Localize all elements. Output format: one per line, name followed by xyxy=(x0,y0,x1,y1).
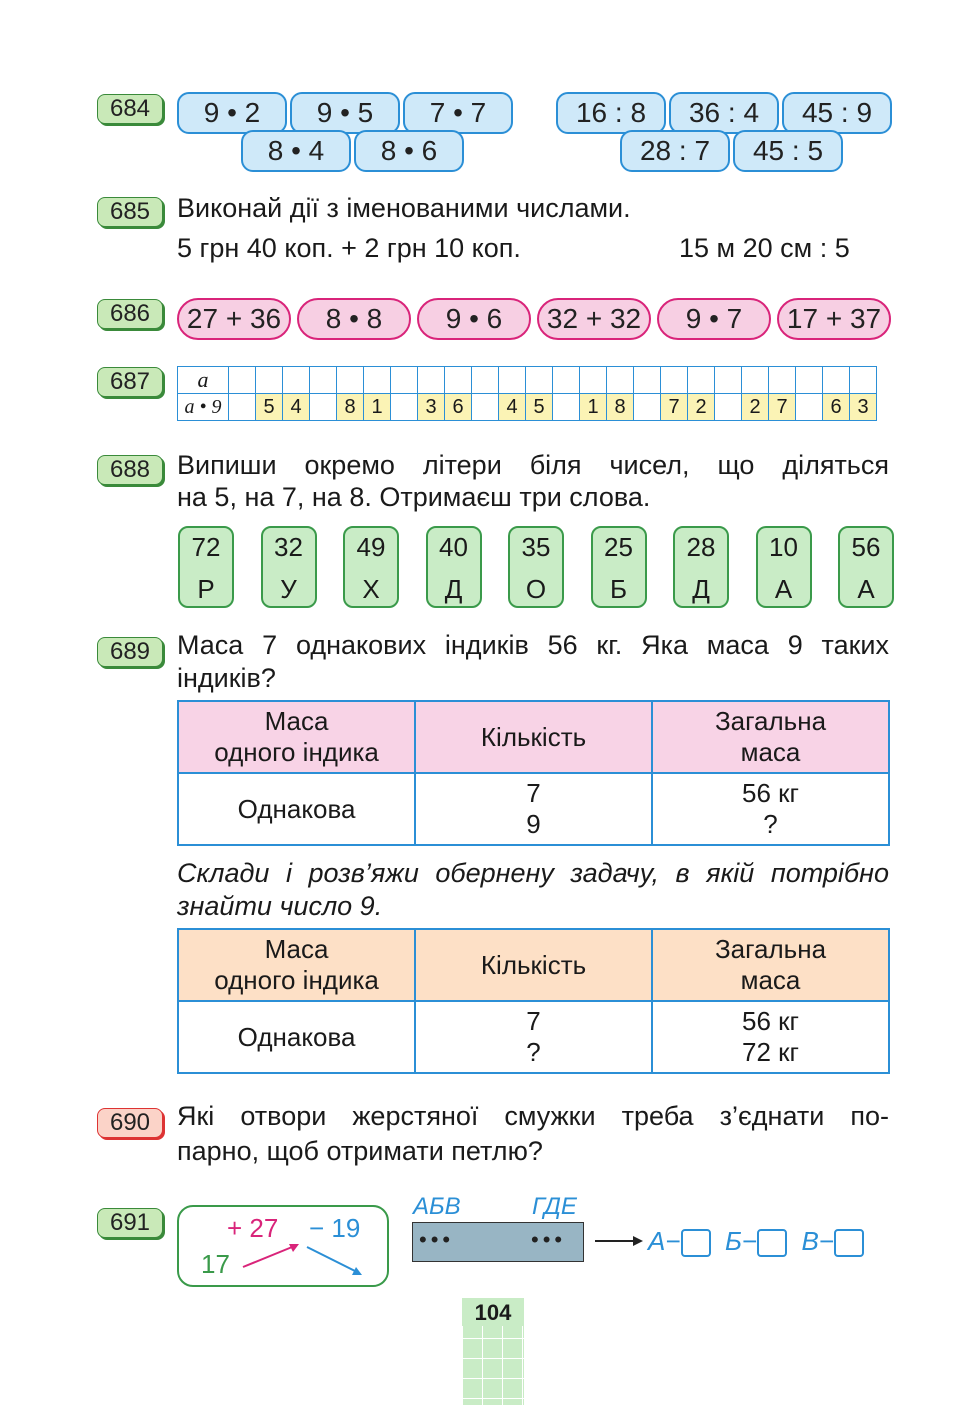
answer-box[interactable] xyxy=(757,1229,787,1257)
header-cell: Загальна xyxy=(714,706,827,736)
table-cell[interactable] xyxy=(364,367,391,394)
expression-box: 16 : 8 xyxy=(556,92,666,134)
card-number: 35 xyxy=(521,532,551,562)
row-label: a xyxy=(178,367,229,394)
number-letter-card xyxy=(178,526,234,608)
card-letter: Р xyxy=(197,574,215,604)
card-number: 49 xyxy=(356,532,386,562)
exercise-number: 685 xyxy=(97,197,163,227)
table-cell: Однакова xyxy=(178,773,415,845)
number-letter-card xyxy=(343,526,399,608)
table-cell[interactable] xyxy=(418,367,445,394)
table-cell: 9 xyxy=(526,809,541,839)
number-letter-card xyxy=(591,526,647,608)
card-letter: Х xyxy=(362,574,380,604)
task-text: індиків? xyxy=(177,663,276,693)
expression-cloud: 27 + 36 xyxy=(177,298,291,340)
exercise-number: 684 xyxy=(97,94,163,124)
digit-cell: 8 xyxy=(337,394,364,421)
number-letter-card xyxy=(756,526,812,608)
table-cell[interactable] xyxy=(256,367,283,394)
exercise-number: 686 xyxy=(97,299,163,329)
hole-dots-icon: ••• xyxy=(531,1227,567,1252)
arrows xyxy=(179,1207,387,1285)
digit-cell xyxy=(715,394,742,421)
task-text: парно, щоб отримати петлю? xyxy=(177,1136,543,1166)
number-letter-card xyxy=(838,526,894,608)
header-cell: одного індика xyxy=(214,737,379,767)
table-cell[interactable] xyxy=(580,367,607,394)
header-cell: Маса xyxy=(264,706,329,736)
expression: 5 грн 40 коп. + 2 грн 10 коп. xyxy=(177,233,521,263)
answer-box[interactable] xyxy=(681,1229,711,1257)
digit-cell xyxy=(391,394,418,421)
table-cell[interactable] xyxy=(472,367,499,394)
card-number: 56 xyxy=(851,532,881,562)
expression-box: 9 • 5 xyxy=(290,92,400,134)
digit-cell: 5 xyxy=(526,394,553,421)
card-letter: У xyxy=(280,574,297,604)
header-cell: маса xyxy=(740,737,801,767)
arrow-right-icon xyxy=(595,1233,647,1249)
data-table xyxy=(177,700,890,846)
answer-row xyxy=(648,1226,864,1257)
card-number: 32 xyxy=(274,532,303,562)
digit-cell xyxy=(229,394,256,421)
table-cell: Однакова xyxy=(178,1001,415,1073)
card-number: 40 xyxy=(439,532,468,562)
exercise-number: 689 xyxy=(97,637,163,667)
number-letter-card xyxy=(261,526,317,608)
card-number: 10 xyxy=(769,532,798,562)
table-cell[interactable] xyxy=(229,367,256,394)
table-cell[interactable] xyxy=(661,367,688,394)
expression-box: 9 • 2 xyxy=(177,92,287,134)
digit-cell: 5 xyxy=(256,394,283,421)
digit-cell: 2 xyxy=(742,394,769,421)
table-cell: 56 кг xyxy=(741,778,799,808)
digit-cell: 3 xyxy=(418,394,445,421)
table-cell[interactable] xyxy=(499,367,526,394)
card-letter: А xyxy=(774,574,793,604)
table-cell[interactable] xyxy=(445,367,472,394)
header-cell: Кількість xyxy=(415,701,652,773)
table-cell: ? xyxy=(763,809,778,839)
exercise-number: 687 xyxy=(97,367,163,397)
digit-cell: 7 xyxy=(661,394,688,421)
header-cell: одного індика xyxy=(214,965,379,995)
expression-box: 45 : 9 xyxy=(782,92,892,134)
card-number: 25 xyxy=(604,532,633,562)
subtract-operation: − 19 xyxy=(309,1213,361,1243)
table-cell[interactable] xyxy=(769,367,796,394)
digit-cell xyxy=(634,394,661,421)
page-number: 104 xyxy=(462,1298,524,1326)
expression-cloud: 9 • 6 xyxy=(417,298,531,340)
page-number-tab xyxy=(462,1298,524,1405)
table-cell[interactable] xyxy=(553,367,580,394)
expression-box: 36 : 4 xyxy=(669,92,779,134)
table-cell[interactable] xyxy=(715,367,742,394)
digit-cell: 6 xyxy=(445,394,472,421)
table-cell: 56 кг xyxy=(741,1006,799,1036)
strip-label: ГДЕ xyxy=(532,1193,577,1220)
table-cell[interactable] xyxy=(634,367,661,394)
expression-cloud: 32 + 32 xyxy=(537,298,651,340)
add-operation: + 27 xyxy=(227,1213,279,1243)
expression: 15 м 20 см : 5 xyxy=(679,233,850,263)
answer-label: Б− xyxy=(724,1226,758,1256)
table-cell: ? xyxy=(526,1037,541,1067)
exercise-number: 688 xyxy=(97,455,163,485)
table-cell: 72 кг xyxy=(741,1037,799,1067)
digit-cell: 7 xyxy=(769,394,796,421)
table-cell[interactable] xyxy=(742,367,769,394)
number-letter-card xyxy=(426,526,482,608)
digit-cell: 8 xyxy=(607,394,634,421)
table-cell[interactable] xyxy=(607,367,634,394)
strip-label: АБВ xyxy=(413,1193,461,1220)
digit-cell: 3 xyxy=(850,394,877,421)
digit-cell: 2 xyxy=(688,394,715,421)
values-table xyxy=(177,366,877,421)
digit-cell: 6 xyxy=(823,394,850,421)
table-cell[interactable] xyxy=(526,367,553,394)
expression-box: 8 • 6 xyxy=(354,130,464,172)
card-letter: А xyxy=(857,574,875,604)
hole-dots-icon: ••• xyxy=(419,1227,455,1252)
card-letter: Д xyxy=(692,574,710,604)
metal-strip xyxy=(412,1222,584,1262)
digit-cell: 1 xyxy=(580,394,607,421)
expression-cloud: 17 + 37 xyxy=(777,298,891,340)
exercise-number: 690 xyxy=(97,1108,163,1138)
digit-cell: 1 xyxy=(364,394,391,421)
expression-box: 28 : 7 xyxy=(620,130,730,172)
answer-box[interactable] xyxy=(834,1229,864,1257)
task-text: Виконай дії з іменованими числами. xyxy=(177,193,631,223)
table-cell[interactable] xyxy=(310,367,337,394)
digit-cell xyxy=(310,394,337,421)
expression-box: 45 : 5 xyxy=(733,130,843,172)
header-cell: Маса xyxy=(264,934,329,964)
card-letter: Б xyxy=(609,574,628,604)
number-letter-card xyxy=(673,526,729,608)
row-label: a • 9 xyxy=(178,394,229,421)
header-cell: Загальна xyxy=(714,934,827,964)
start-number: 17 xyxy=(201,1249,230,1279)
digit-cell xyxy=(472,394,499,421)
data-table xyxy=(177,928,890,1074)
card-number: 72 xyxy=(191,532,221,562)
table-cell[interactable] xyxy=(850,367,877,394)
header-cell: маса xyxy=(740,965,801,995)
answer-label: В− xyxy=(801,1226,835,1256)
task-text: Випиши окремо літери біля чисел, що діляться xyxy=(177,450,889,480)
card-letter: Д xyxy=(444,574,463,604)
answer-label: А− xyxy=(648,1226,681,1256)
digit-cell xyxy=(553,394,580,421)
table-cell: 7 xyxy=(526,1006,541,1036)
task-text: Маса 7 однакових індиків 56 кг. Яка маса 9 таких xyxy=(177,630,889,660)
number-letter-card xyxy=(508,526,564,608)
table-cell[interactable] xyxy=(337,367,364,394)
digit-cell: 4 xyxy=(499,394,526,421)
digit-cell xyxy=(796,394,823,421)
table-cell[interactable] xyxy=(391,367,418,394)
chain-box xyxy=(177,1205,389,1287)
expression-box: 8 • 4 xyxy=(241,130,351,172)
task-text: Які отвори жерстяної смужки треба з’єднати по- xyxy=(177,1101,889,1131)
task-text: знайти число 9. xyxy=(177,891,383,921)
table-cell[interactable] xyxy=(796,367,823,394)
card-number: 28 xyxy=(686,532,716,562)
table-cell: 7 xyxy=(526,778,541,808)
expression-cloud: 8 • 8 xyxy=(297,298,411,340)
task-text: Склади і розв’яжи обернену задачу, в якій потрібно xyxy=(177,858,889,888)
exercise-number: 691 xyxy=(97,1208,163,1238)
digit-cell: 4 xyxy=(283,394,310,421)
table-cell[interactable] xyxy=(283,367,310,394)
table-cell[interactable] xyxy=(823,367,850,394)
table-cell[interactable] xyxy=(688,367,715,394)
task-text: на 5, на 7, на 8. Отримаєш три слова. xyxy=(177,482,651,512)
expression-cloud: 9 • 7 xyxy=(657,298,771,340)
expression-box: 7 • 7 xyxy=(403,92,513,134)
card-letter: О xyxy=(525,574,547,604)
header-cell: Кількість xyxy=(415,929,652,1001)
